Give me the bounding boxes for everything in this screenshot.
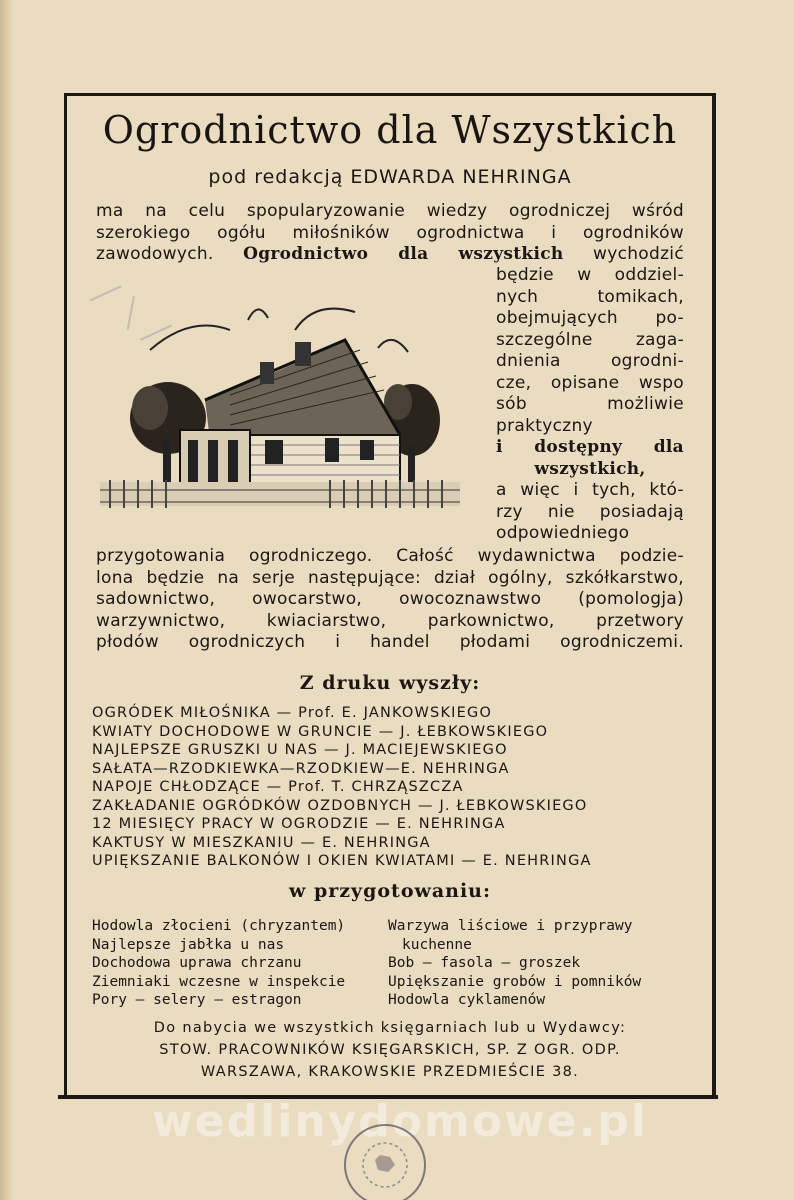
side-line: sób możliwie (496, 394, 684, 414)
intro-line-3-start: zawodowych. (96, 244, 214, 264)
page-edge (0, 0, 14, 1200)
side-line: nych tomikach, (496, 286, 684, 307)
list-item: Najlepsze jabłka u nas (92, 936, 285, 953)
side-line: obejmujących po- (496, 308, 684, 328)
list-item: Warzywa liściowe i przyprawy (388, 918, 633, 934)
cont-line: przygotowania ogrodniczego. Całość wydawnictwa podzie- (96, 546, 684, 566)
side-line: szczególne zaga- (496, 329, 684, 350)
publisher-address: WARSZAWA, KRAKOWSKIE PRZEDMIEŚCIE 38. (200, 1064, 580, 1080)
watermark: wedlinydomowe.pl (152, 1096, 648, 1147)
publisher-name: STOW. PRACOWNIKÓW KSIĘGARSKICH, SP. Z OGR. ODP. (159, 1042, 621, 1058)
side-line: dnienia ogrodni- (496, 351, 684, 371)
intro-line: szerokiego ogółu miłośników ogrodnictwa i ogrodników (96, 222, 684, 243)
side-bold-line: i dostępny dla (496, 437, 684, 457)
side-line: cze, opisane wspo (496, 372, 684, 393)
prep-list-left (92, 917, 345, 1010)
printed-heading: Z druku wyszły: (299, 672, 481, 694)
side-line: odpowiedniego (496, 523, 630, 543)
side-line: praktyczny (496, 415, 593, 436)
list-item: Ziemniaki wczesne w inspekcie (92, 973, 346, 990)
side-line: rzy nie posiadają (496, 501, 684, 522)
footer-line: Do nabycia we wszystkich księgarniach lub u Wydawcy: (153, 1020, 627, 1036)
faded-stamp-mark: ╱ ╲ ╱ (89, 277, 174, 353)
list-item: ZAKŁADANIE OGRÓDKÓW OZDOBNYCH — J. ŁEBKOWSKIEGO (92, 797, 588, 814)
side-line: będzie w oddziel- (496, 265, 684, 285)
list-item: NAPOJE CHŁODZĄCE — Prof. T. CHRZĄSZCZA (92, 779, 464, 795)
prep-heading: w przygotowaniu: (288, 880, 492, 902)
list-item: 12 MIESIĘCY PRACY W OGRODZIE — E. NEHRINGA (92, 816, 506, 832)
list-item: NAJLEPSZE GRUSZKI U NAS — J. MACIEJEWSKIEGO (92, 742, 508, 758)
cont-line: lona będzie na serje następujące: dział ogólny, szkółkarstwo, (96, 567, 684, 588)
cont-line: płodów ogrodniczych i handel płodami ogrodniczemi. (96, 632, 684, 652)
intro-line-3 (96, 244, 684, 266)
page-subtitle: pod redakcją EDWARDA NEHRINGA (208, 166, 572, 188)
list-item: KAKTUSY W MIESZKANIU — E. NEHRINGA (92, 834, 431, 851)
intro-line: ma na celu spopularyzowanie wiedzy ogrodniczej wśród (96, 201, 684, 221)
list-item: Hodowla cyklamenów (388, 992, 546, 1008)
side-bold-line: wszystkich, (534, 458, 646, 479)
list-item: SAŁATA—RZODKIEWKA—RZODKIEW—E. NEHRINGA (92, 760, 510, 777)
list-item: Dochodowa uprawa chrzanu (92, 955, 302, 971)
cont-line: warzywnictwo, kwiaciarstwo, parkownictwo, przetwory (96, 610, 684, 631)
series-name-bold: Ogrodnictwo dla wszystkich (243, 244, 564, 264)
list-item: OGRÓDEK MIŁOŚNIKA — Prof. E. JANKOWSKIEGO (92, 705, 493, 721)
side-paragraph (496, 265, 684, 545)
list-item: Bob — fasola — groszek (388, 955, 581, 971)
list-item: UPIĘKSZANIE BALKONÓW I OKIEN KWIATAMI — E. NEHRINGA (92, 853, 592, 869)
prep-list-right (388, 917, 641, 1010)
continuation-paragraph (96, 546, 684, 654)
intro-line-3-end: wychodzić (593, 244, 684, 264)
cont-line: sadownictwo, owocarstwo, owocoznawstwo (pomologja) (96, 589, 684, 609)
list-item: Hodowla złocieni (chryzantem) (92, 918, 346, 934)
page-title: Ogrodnictwo dla Wszystkich (102, 108, 678, 152)
list-item: Upiększanie grobów i pomników (388, 973, 642, 990)
list-item: KWIATY DOCHODOWE W GRUNCIE — J. ŁEBKOWSKIEGO (92, 723, 549, 740)
side-line: a więc i tych, któ- (496, 480, 684, 500)
list-item: Pory — selery — estragon (92, 992, 302, 1008)
printed-list (92, 704, 692, 871)
library-stamp-icon (320, 1110, 450, 1200)
intro-paragraph (96, 201, 684, 266)
list-item-continued: kuchenne (402, 936, 472, 953)
